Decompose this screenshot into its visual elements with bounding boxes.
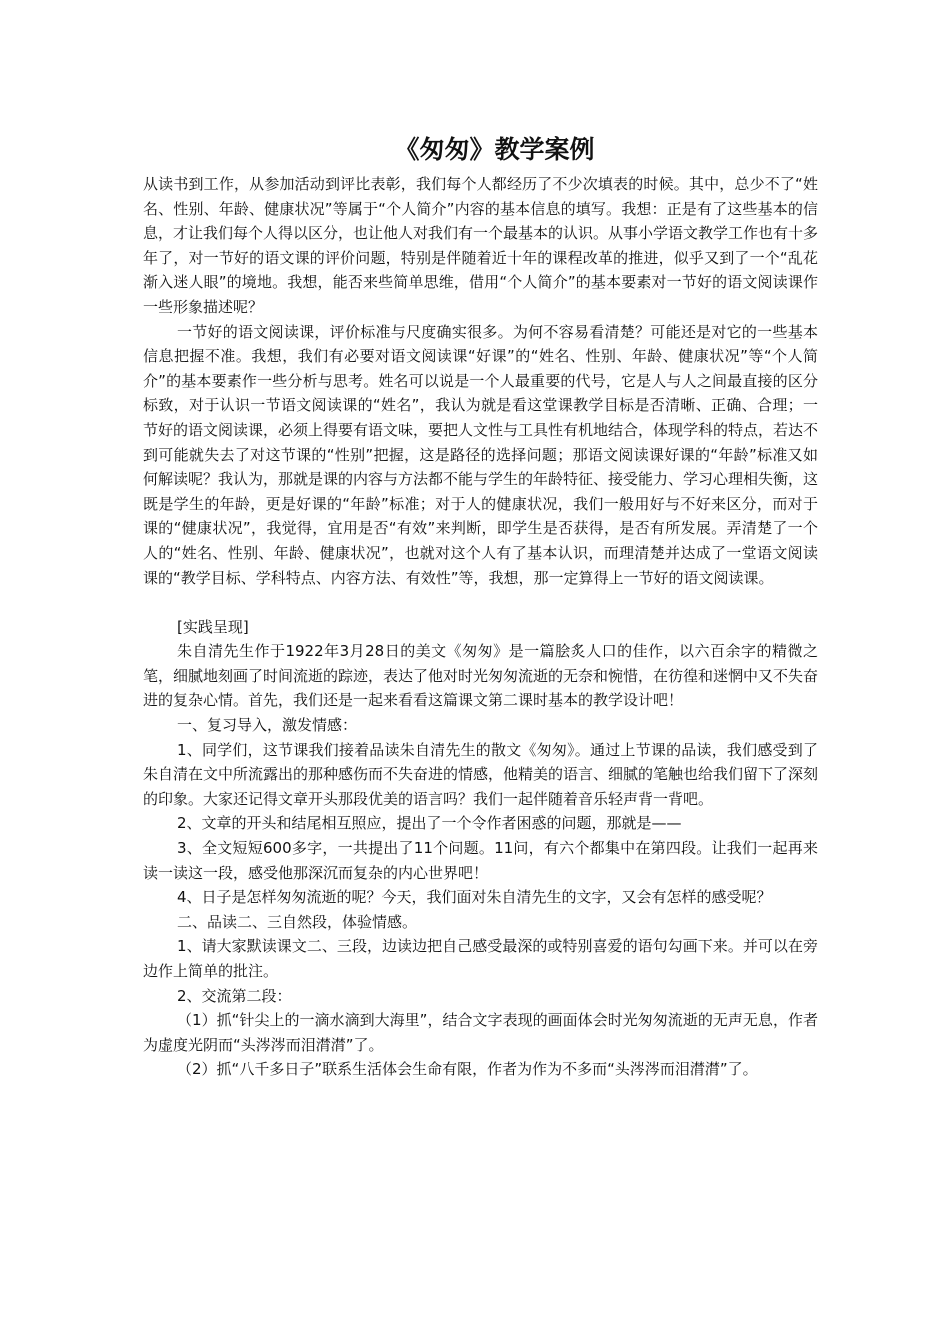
body-paragraph: 朱自清先生作于1922年3月28日的美文《匆匆》是一篇脍炙人口的佳作，以六百余字的精微之笔，细腻地刻画了时间流逝的踪迹，表达了他对时光匆匆流逝的无奈和惋惜，在彷徨和迷惘中又不失奋进的复杂心情。首先，我们还是一起来看看这篇课文第二课时基本的教学设计吧！ [143,642,819,710]
body-paragraph: 3、全文短短600多字，一共提出了11个问题。11问，有六个都集中在第四段。让我们一起再来读一读这一段，感受他那深沉而复杂的内心世界吧！ [143,839,818,882]
heading-review-intro: 一、复习导入，激发情感： [177,716,358,735]
document-page [143,128,818,1082]
body-paragraph: 2、文章的开头和结尾相互照应，提出了一个令作者困惑的问题，那就是—— [177,814,682,833]
body-paragraph: 1、同学们，这节课我们接着品读朱自清先生的散文《匆匆》。通过上节课的品读，我们感受到了朱自清在文中所流露出的那种感伤而不失奋进的情感，他精美的语言、细腻的笔触也给我们留下了深刻的印象。大家还记得文章开头那段优美的语言吗？我们一起伴随着音乐轻声背一背吧。 [143,740,819,808]
intro-paragraph-1: 从读书到工作，从参加活动到评比表彰，我们每个人都经历了不少次填表的时候。其中，总少不了“姓名、性别、年龄、健康状况”等属于“个人简介”内容的基本信息的填写。我想：正是有了这些基本的信息，才让我们每个人得以区分，也让他人对我们有一个最基本的认识。从事小学语文教学工作也有十多年了，对一节好的语文课的评价问题，特别是伴随着近十年的课程改革的推进，似乎又到了一个“乱花渐入迷人眼”的境地。我想，能否来些简单思维，借用“个人简介”的基本要素对一节好的语文阅读课作一些形象描述呢？ [143,175,819,316]
body-paragraph: 4、日子是怎样匆匆流逝的呢？今天，我们面对朱自清先生的文字，又会有怎样的感受呢？ [177,888,772,907]
intro-paragraph-2: 一节好的语文阅读课，评价标准与尺度确实很多。为何不容易看清楚？可能还是对它的一些基本信息把握不准。我想，我们有必要对语文阅读课“好课”的“姓名、性别、年龄、健康状况”等“个人简介”的基本要素作一些分析与思考。姓名可以说是一个人最重要的代号，它是人与人之间最直接的区分标致，对于认识一节语文阅读课的“姓名”，我认为就是看这堂课教学目标是否清晰、正确、合理；一节好的语文阅读课，必须上得要有语文味，要把人文性与工具性有机地结合，体现学科的特点，若达不到可能就失去了对这节课的“性别”把握，这是路径的选择问题；那语文阅读课好课的“年龄”标准又如何解读呢？我认为，那就是课的内容与方法都不能与学生的年龄特征、接受能力、学习心理相失衡，这既是学生的年龄，更是好课的“年龄”标准；对于人的健康状况，我们一般用好与不好来区分，而对于课的“健康状况”，我觉得，宜用是否“有效”来判断，即学生是否获得，是否有所发展。弄清楚了一个人的“姓名、性别、年龄、健康状况”，也就对这个人有了基本认识，而理清楚并达成了一堂语文阅读课的“教学目标、学科特点、内容方法、有效性”等，我想，那一定算得上一节好的语文阅读课。 [143,322,819,587]
body-paragraph: 2、交流第二段： [177,986,292,1005]
heading-read-paragraphs: 二、品读二、三自然段，体验情感。 [177,912,418,931]
body-paragraph: 1、请大家默读课文二、三段，边读边把自己感受最深的或特别喜爱的语句勾画下来。并可以在旁边作上简单的批注。 [143,937,818,980]
blank-line [143,590,818,615]
body-paragraph: （2）抓“八千多日子”联系生活体会生命有限，作者为作为不多而“头涔涔而泪潸潸”了。 [177,1060,758,1079]
body-paragraph: （1）抓“针尖上的一滴水滴到大海里”，结合文字表现的画面体会时光匆匆流逝的无声无息，作者为虚度光阴而“头涔涔而泪潸潸”了。 [143,1011,818,1054]
document-title: 《匆匆》教学案例 [394,135,595,164]
section-label: [实践呈现] [177,617,249,636]
